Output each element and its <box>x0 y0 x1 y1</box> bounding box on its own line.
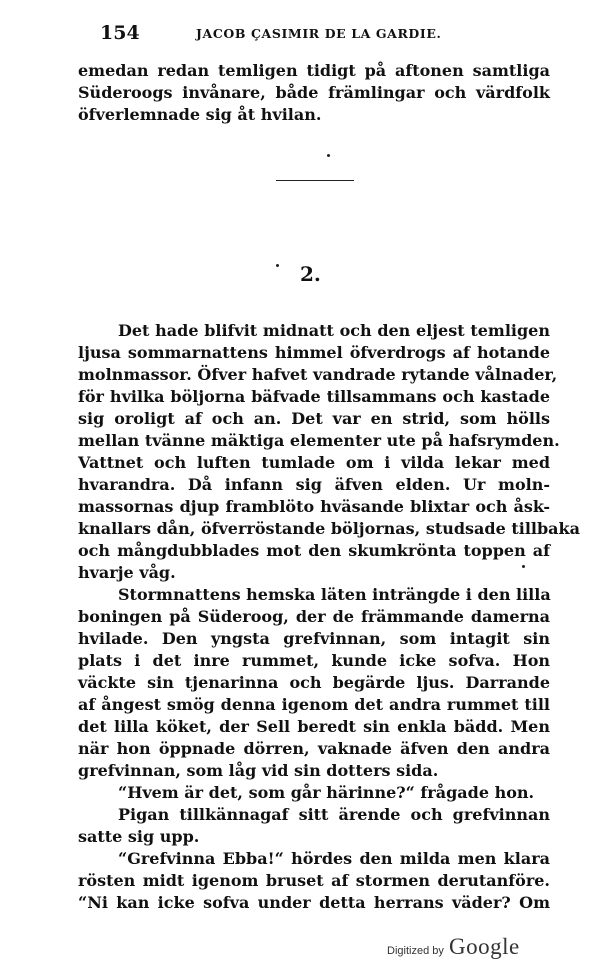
paragraph <box>78 804 550 848</box>
text-line: Pigan tillkännagaf sitt ärende och grefvinnan <box>118 805 550 824</box>
google-logo: Google <box>448 934 520 959</box>
text-line: när hon öppnade dörren, vaknade äfven den andra <box>78 739 550 758</box>
text-line: hvarje våg. <box>78 563 176 582</box>
text-line: sig oroligt af och an. Det var en strid, som hölls <box>78 409 550 428</box>
print-speck <box>327 154 330 157</box>
text-line: massornas djup framblöto hväsande blixtar och åsk- <box>78 497 550 516</box>
text-line: “Grefvinna Ebba!“ hördes den milda men klara <box>118 849 550 868</box>
text-line: emedan redan temligen tidigt på aftonen samtliga <box>78 61 550 80</box>
section-number: 2. <box>300 262 321 286</box>
text-line: hvilade. Den yngsta grefvinnan, som intagit sin <box>78 629 550 648</box>
text-line: plats i det inre rummet, kunde icke sofva. Hon <box>78 651 550 670</box>
text-line: Det hade blifvit midnatt och den eljest temligen <box>118 321 550 340</box>
print-speck <box>276 264 279 267</box>
text-line: det lilla köket, der Sell beredt sin enkla bädd. Men <box>78 717 550 736</box>
text-line: af ångest smög denna igenom det andra rummet till <box>78 695 550 714</box>
body-text <box>78 320 580 914</box>
text-line: rösten midt igenom bruset af stormen derutanföre. <box>78 871 550 890</box>
text-line: knallars dån, öfverröstande böljornas, studsade tillbaka <box>78 519 580 538</box>
text-line: väckte sin tjenarinna och begärde ljus. Darrande <box>78 673 550 692</box>
text-line: molnmassor. Öfver hafvet vandrade rytande vålnader, <box>78 365 558 384</box>
paragraph <box>78 782 550 804</box>
digitized-by-google-watermark <box>387 934 520 960</box>
text-line: boningen på Süderoog, der de främmande damerna <box>78 607 550 626</box>
text-line: ljusa sommarnattens himmel öfverdrogs af hotande <box>78 343 550 362</box>
text-line: mellan tvänne mäktiga elementer ute på hafsrymden. <box>78 431 560 450</box>
text-line: Vattnet och luften tumlade om i vilda lekar med <box>78 453 550 472</box>
text-line: och mångdubblades mot den skumkrönta toppen af <box>78 541 550 560</box>
page-header <box>100 22 560 44</box>
paragraph <box>78 320 580 584</box>
text-line: hvarandra. Då infann sig äfven elden. Ur moln- <box>78 475 550 494</box>
running-head: JACOB ÇASIMIR DE LA GARDIE. <box>196 26 442 41</box>
text-line: för hvilka böljorna bäfvade tillsammans och kastade <box>78 387 550 406</box>
text-line: satte sig upp. <box>78 827 200 846</box>
paragraph <box>78 848 550 914</box>
text-line: grefvinnan, som låg vid sin dotters sida. <box>78 761 439 780</box>
text-line: Stormnattens hemska läten inträngde i den lilla <box>118 585 551 604</box>
text-line: “Hvem är det, som går härinne?“ frågade hon. <box>118 783 535 802</box>
text-line: Süderoogs invånare, både främlingar och värdfolk <box>78 83 550 102</box>
text-line: “Ni kan icke sofva under detta herrans väder? Om <box>78 893 550 912</box>
page-number: 154 <box>100 22 140 44</box>
paragraph <box>78 584 550 782</box>
section-divider <box>276 180 354 181</box>
text-line: öfverlemnade sig åt hvilan. <box>78 105 322 124</box>
top-paragraph <box>78 60 550 126</box>
digitized-prefix: Digitized by <box>387 945 444 957</box>
